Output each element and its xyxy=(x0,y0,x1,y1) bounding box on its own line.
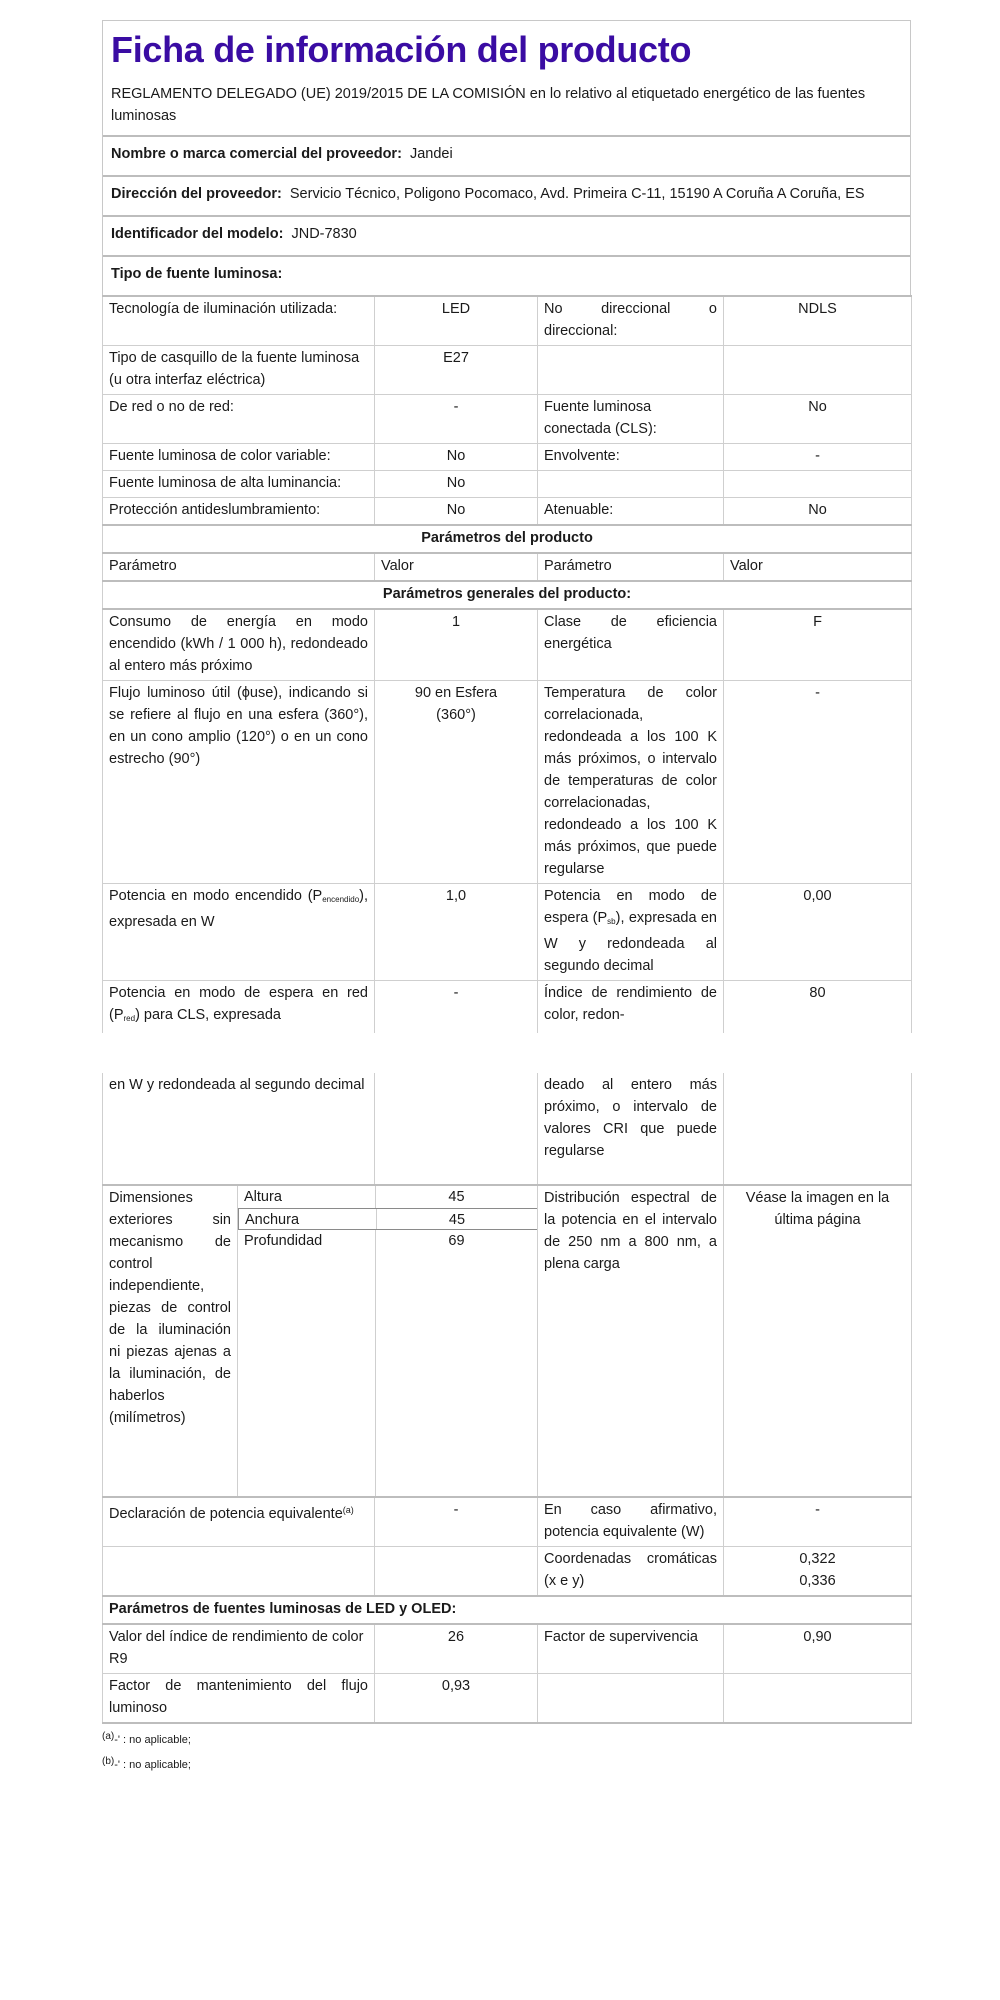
param-label xyxy=(103,981,375,1034)
param-label-text: Tipo de casquillo de la fuente luminosa xyxy=(109,350,360,366)
param-value xyxy=(375,1073,538,1185)
param-label: En caso afirmativo, potencia equivalente (W) xyxy=(538,1497,724,1547)
param-value: - xyxy=(375,981,538,1034)
dimension-value: 45 xyxy=(376,1209,537,1229)
param-value: LED xyxy=(375,296,538,346)
footnotes xyxy=(102,1726,911,1776)
param-value: 1 xyxy=(375,609,538,681)
dimensions-block xyxy=(103,1186,537,1496)
param-value: E27 xyxy=(375,346,538,395)
param-value: 26 xyxy=(375,1624,538,1674)
param-label: Fuente luminosa de color variable: xyxy=(103,444,375,471)
param-label: Temperatura de color correlacionada, redondeada a los 100 K más próximos, o intervalo de temperaturas de color correlacionadas, redondeado a los 100 K más próximos, que puede regularse xyxy=(538,681,724,884)
param-value: Véase la imagen en la última página xyxy=(724,1185,912,1497)
dimension-value: 45 xyxy=(375,1186,537,1208)
param-label xyxy=(103,1547,375,1597)
dimensions-label: Dimensiones exteriores sin mecanismo de control independiente, piezas de control de la iluminación ni piezas ajenas a la iluminación, de haberlos (milímetros) xyxy=(103,1186,238,1496)
footnote-marker: (a) xyxy=(342,1505,354,1515)
table-row xyxy=(103,1073,912,1185)
param-label xyxy=(103,884,375,981)
param-label: Consumo de energía en modo encendido (kWh / 1 000 h), redondeado al entero más próximo xyxy=(103,609,375,681)
light-source-type-row xyxy=(103,257,910,295)
supplier-name-value: Jandei xyxy=(409,146,453,162)
section-title-led-parameters: Parámetros de fuentes luminosas de LED y OLED: xyxy=(103,1596,912,1624)
table-row xyxy=(103,1497,912,1547)
footnote-a xyxy=(102,1726,911,1751)
table-row xyxy=(103,1674,912,1724)
param-label xyxy=(538,471,724,498)
spec-table xyxy=(102,295,912,1033)
table-row xyxy=(103,981,912,1034)
regulation-text: REGLAMENTO DELEGADO (UE) 2019/2015 DE LA COMISIÓN en lo relativo al etiquetado energético de las fuentes luminosas xyxy=(103,73,910,137)
param-label: Fuente luminosa de alta luminancia: xyxy=(103,471,375,498)
param-value: F xyxy=(724,609,912,681)
param-value: NDLS xyxy=(724,296,912,346)
column-header-row xyxy=(103,553,912,581)
param-label-continued: deado al entero más próximo, o intervalo de valores CRI que puede regularse xyxy=(538,1073,724,1185)
table-row xyxy=(103,346,912,395)
supplier-address-row xyxy=(103,177,910,217)
param-value: 0,93 xyxy=(375,1674,538,1724)
param-value: 1,0 xyxy=(375,884,538,981)
dimension-name: Profundidad xyxy=(244,1233,323,1249)
chromaticity-y: 0,336 xyxy=(799,1573,836,1589)
param-label xyxy=(538,884,724,981)
footnote-text: -' : no aplicable; xyxy=(114,1734,191,1746)
param-label xyxy=(103,1497,375,1547)
param-label: Distribución espectral de la potencia en el intervalo de 250 nm a 800 nm, a plena carga xyxy=(538,1185,724,1497)
param-value: - xyxy=(724,1497,912,1547)
param-label: Coordenadas cromáticas (x e y) xyxy=(538,1547,724,1597)
supplier-address-value: Servicio Técnico, Poligono Pocomaco, Avd. Primeira C-11, 15190 A Coruña A Coruña, ES xyxy=(289,186,865,202)
param-label: Atenuable: xyxy=(538,498,724,526)
model-id-value: JND-7830 xyxy=(291,226,357,242)
column-header: Valor xyxy=(724,553,912,581)
param-label: Fuente luminosa conectada (CLS): xyxy=(538,395,724,444)
param-value xyxy=(724,1547,912,1597)
text: Declaración de potencia equivalente xyxy=(109,1506,343,1522)
param-value: No xyxy=(375,471,538,498)
dimension-value: 69 xyxy=(375,1230,537,1496)
param-value: - xyxy=(724,444,912,471)
section-title-product-parameters: Parámetros del producto xyxy=(103,525,912,553)
dimensions-subtable xyxy=(238,1186,537,1496)
param-value: No xyxy=(375,498,538,526)
param-value: - xyxy=(375,395,538,444)
section-header-row xyxy=(103,525,912,553)
param-value: - xyxy=(375,1497,538,1547)
column-header: Parámetro xyxy=(103,553,375,581)
table-row xyxy=(103,296,912,346)
column-header: Valor xyxy=(375,553,538,581)
param-label xyxy=(103,346,375,395)
dimension-row-height xyxy=(238,1186,537,1208)
title-block xyxy=(103,20,910,73)
footnote-text: -' : no aplicable; xyxy=(114,1759,191,1771)
table-row xyxy=(103,1547,912,1597)
param-value: 0,90 xyxy=(724,1624,912,1674)
subscript: encendido xyxy=(322,895,360,904)
header-box xyxy=(102,20,911,295)
param-label xyxy=(538,1674,724,1724)
text: Potencia en modo encendido (P xyxy=(109,888,323,904)
param-label xyxy=(538,346,724,395)
param-value: 80 xyxy=(724,981,912,1034)
param-value: No xyxy=(375,444,538,471)
dimension-row-depth xyxy=(238,1230,537,1496)
section-header-row xyxy=(103,1596,912,1624)
param-label: Factor de mantenimiento del flujo luminoso xyxy=(103,1674,375,1724)
light-source-type-label: Tipo de fuente luminosa: xyxy=(111,266,283,282)
text: Potencia en modo de espera en red (P xyxy=(109,985,368,1023)
param-label: Factor de supervivencia xyxy=(538,1624,724,1674)
column-header: Parámetro xyxy=(538,553,724,581)
table-row xyxy=(103,444,912,471)
param-label: Flujo luminoso útil (ϕuse), indicando si se refiere al flujo en una esfera (360°), en un cono amplio (120°) o en un cono estrecho (90°) xyxy=(103,681,375,884)
param-value xyxy=(724,1073,912,1185)
param-value: - xyxy=(724,681,912,884)
param-label: Índice de rendimiento de color, redon- xyxy=(538,981,724,1034)
param-label: Protección antideslumbramiento: xyxy=(103,498,375,526)
footnote-mark: (b) xyxy=(102,1756,115,1767)
supplier-name-row xyxy=(103,137,910,177)
param-label: Clase de eficiencia energética xyxy=(538,609,724,681)
param-value xyxy=(375,1547,538,1597)
table-row xyxy=(103,884,912,981)
param-value: 0,00 xyxy=(724,884,912,981)
param-value xyxy=(724,1674,912,1724)
model-id-label: Identificador del modelo: xyxy=(111,226,284,242)
spec-table-continued xyxy=(102,1073,912,1724)
param-value xyxy=(724,471,912,498)
subscript: sb xyxy=(607,917,616,926)
dimensions-row xyxy=(103,1185,912,1497)
text: ) para CLS, expresada xyxy=(135,1007,281,1023)
page-break-gap xyxy=(102,1033,911,1073)
section-header-row xyxy=(103,581,912,609)
model-id-row xyxy=(103,217,910,257)
param-value xyxy=(724,346,912,395)
supplier-name-label: Nombre o marca comercial del proveedor: xyxy=(111,146,402,162)
param-label-continued: en W y redondeada al segundo decimal xyxy=(103,1073,375,1185)
chromaticity-x: 0,322 xyxy=(799,1551,836,1567)
dimension-name: Altura xyxy=(244,1189,282,1205)
page-title: Ficha de información del producto xyxy=(111,29,692,70)
table-row xyxy=(103,395,912,444)
table-row xyxy=(103,681,912,884)
section-title-general-parameters: Parámetros generales del producto: xyxy=(103,581,912,609)
footnote-mark: (a) xyxy=(102,1731,115,1742)
param-label-note: (u otra interfaz eléctrica) xyxy=(109,372,266,388)
param-label: Tecnología de iluminación utilizada: xyxy=(103,296,375,346)
text: ), expresada en W xyxy=(109,888,368,930)
table-row xyxy=(103,609,912,681)
dimension-row-width xyxy=(238,1208,537,1230)
param-value: No xyxy=(724,498,912,526)
param-label: Valor del índice de rendimiento de color R9 xyxy=(103,1624,375,1674)
table-row xyxy=(103,1624,912,1674)
table-row xyxy=(103,498,912,526)
product-info-sheet xyxy=(102,20,911,1776)
param-label: No direccional o direccional: xyxy=(538,296,724,346)
dimension-name: Anchura xyxy=(245,1212,300,1228)
text: ), expresada en W y redondeada al segundo decimal xyxy=(544,910,717,974)
param-label: Envolvente: xyxy=(538,444,724,471)
param-label: De red o no de red: xyxy=(103,395,375,444)
supplier-address-label: Dirección del proveedor: xyxy=(111,186,282,202)
param-value: 90 en Esfera (360°) xyxy=(375,681,538,884)
footnote-b xyxy=(102,1751,911,1776)
table-row xyxy=(103,471,912,498)
subscript: red xyxy=(123,1014,136,1023)
dimensions-cell xyxy=(103,1185,538,1497)
text: Potencia en modo de espera (P xyxy=(544,888,717,926)
param-value: No xyxy=(724,395,912,444)
